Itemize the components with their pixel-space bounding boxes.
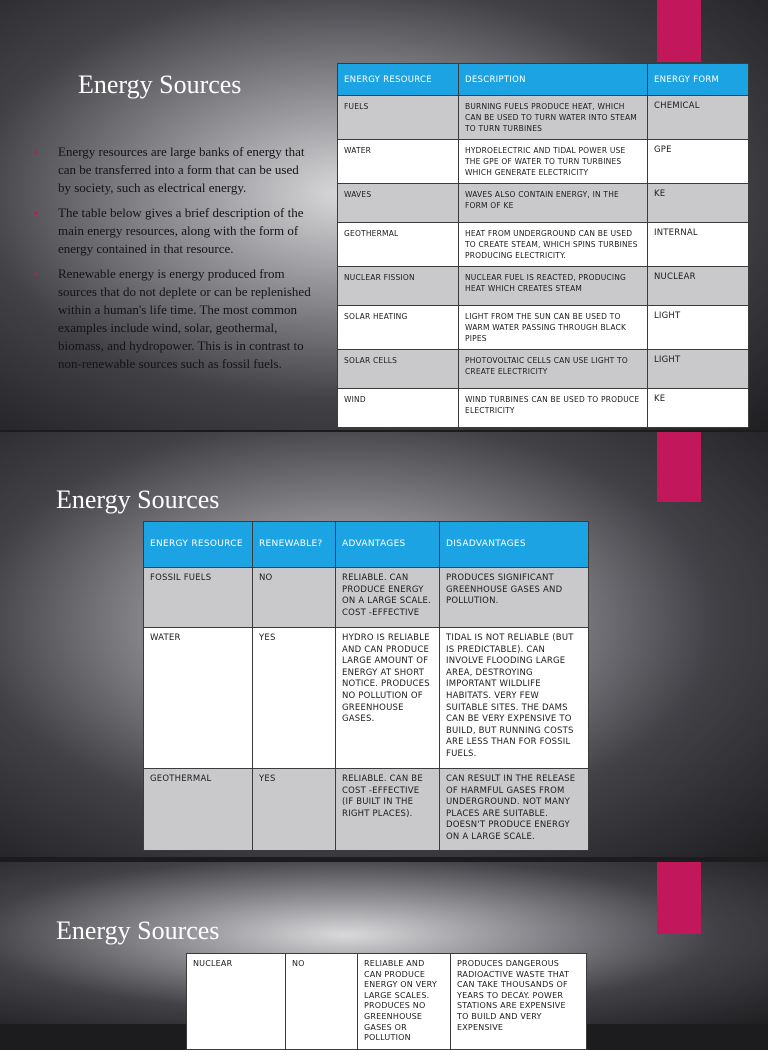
bullet-item: ▪ Renewable energy is energy produced from sources that do not deplete or can be replenished within a human's life time. The most common examples include wind, solar, geothermal, biomass, and hydropower. This is in contrast to non-renewable sources such as fossil fuels. xyxy=(34,266,311,371)
table-row xyxy=(338,223,749,267)
table-cell: KE xyxy=(648,184,749,223)
table-cell: WAVES ALSO CONTAIN ENERGY, IN THE FORM OF KE xyxy=(459,184,648,223)
table-cell: WATER xyxy=(144,628,253,769)
table-header-row xyxy=(144,522,589,568)
nuclear-table xyxy=(186,953,587,1050)
table-cell: NUCLEAR FISSION xyxy=(338,267,459,306)
column-header: ADVANTAGES xyxy=(336,522,440,568)
table-cell: BURNING FUELS PRODUCE HEAT, WHICH CAN BE USED TO TURN WATER INTO STEAM TO TURN TURBINES xyxy=(459,96,648,140)
table-row xyxy=(338,267,749,306)
bullet-marker-icon: ▪ xyxy=(34,267,39,281)
slide-3 xyxy=(0,862,768,1043)
table-cell: TIDAL IS NOT RELIABLE (BUT IS PREDICTABLE). CAN INVOLVE FLOODING LARGE AREA, DESTROYING IMPORTANT WILDLIFE HABITATS. VERY FEW SUITABLE SITES. THE DAMS CAN BE VERY EXPENSIVE TO BUILD, BUT RUNNING COSTS ARE LESS THAN FOR FOSSIL FUELS. xyxy=(440,628,589,769)
table-cell: YES xyxy=(253,628,336,769)
accent-bar xyxy=(657,432,701,502)
column-header: RENEWABLE? xyxy=(253,522,336,568)
table-cell: PRODUCES DANGEROUS RADIOACTIVE WASTE THAT CAN TAKE THOUSANDS OF YEARS TO DECAY. POWER STATIONS ARE EXPENSIVE TO BUILD AND VERY EXPENSIVE xyxy=(451,954,587,1050)
table-row xyxy=(187,954,587,1050)
table-cell: WAVES xyxy=(338,184,459,223)
table-cell: FUELS xyxy=(338,96,459,140)
slide-1 xyxy=(0,0,768,430)
table-row xyxy=(144,568,589,628)
slide-title: Energy Sources xyxy=(56,485,220,514)
table-cell: NUCLEAR xyxy=(187,954,286,1050)
table-cell: INTERNAL xyxy=(648,223,749,267)
table-cell: SOLAR CELLS xyxy=(338,350,459,389)
slide-title: Energy Sources xyxy=(56,916,220,945)
energy-forms-table xyxy=(337,63,749,428)
table-row xyxy=(338,306,749,350)
table-cell: HYDRO IS RELIABLE AND CAN PRODUCE LARGE AMOUNT OF ENERGY AT SHORT NOTICE. PRODUCES NO POLLUTION OF GREENHOUSE GASES. xyxy=(336,628,440,769)
table-cell: WIND TURBINES CAN BE USED TO PRODUCE ELECTRICITY xyxy=(459,389,648,428)
table-cell: NO xyxy=(286,954,358,1050)
column-header: ENERGY FORM xyxy=(648,64,749,96)
table-row xyxy=(338,350,749,389)
table-cell: WIND xyxy=(338,389,459,428)
bullet-item: ▪ Energy resources are large banks of energy that can be transferred into a form that can be used by society, such as electrical energy. xyxy=(34,144,305,195)
table-row xyxy=(338,140,749,184)
column-header: DISADVANTAGES xyxy=(440,522,589,568)
table-cell: GEOTHERMAL xyxy=(144,769,253,851)
table-cell: LIGHT xyxy=(648,350,749,389)
table-row xyxy=(338,184,749,223)
bullet-marker-icon: ▪ xyxy=(34,145,39,159)
renewable-comparison-table xyxy=(143,521,589,851)
table-cell: LIGHT FROM THE SUN CAN BE USED TO WARM WATER PASSING THROUGH BLACK PIPES xyxy=(459,306,648,350)
slide-title: Energy Sources xyxy=(78,70,242,99)
accent-bar xyxy=(657,862,701,934)
table-cell: RELIABLE. CAN BE COST -EFFECTIVE (IF BUILT IN THE RIGHT PLACES). xyxy=(336,769,440,851)
table-cell: HEAT FROM UNDERGROUND CAN BE USED TO CREATE STEAM, WHICH SPINS TURBINES PRODUCING ELECTRICITY. xyxy=(459,223,648,267)
table-header-row xyxy=(338,64,749,96)
table-cell: NUCLEAR FUEL IS REACTED, PRODUCING HEAT WHICH CREATES STEAM xyxy=(459,267,648,306)
table-cell: FOSSIL FUELS xyxy=(144,568,253,628)
table-row xyxy=(144,769,589,851)
bullet-item: ▪ The table below gives a brief description of the main energy resources, along with the form of energy contained in that resource. xyxy=(34,205,304,256)
table-cell: KE xyxy=(648,389,749,428)
table-cell: PRODUCES SIGNIFICANT GREENHOUSE GASES AND POLLUTION. xyxy=(440,568,589,628)
table-cell: PHOTOVOLTAIC CELLS CAN USE LIGHT TO CREATE ELECTRICITY xyxy=(459,350,648,389)
column-header: DESCRIPTION xyxy=(459,64,648,96)
table-cell: GEOTHERMAL xyxy=(338,223,459,267)
bullet-list xyxy=(34,143,312,380)
bullet-marker-icon: ▪ xyxy=(34,206,39,220)
table-cell: RELIABLE AND CAN PRODUCE ENERGY ON VERY LARGE SCALES. PRODUCES NO GREENHOUSE GASES OR POLLUTION xyxy=(358,954,451,1050)
table-cell: GPE xyxy=(648,140,749,184)
table-cell: WATER xyxy=(338,140,459,184)
accent-bar xyxy=(657,0,701,62)
column-header: ENERGY RESOURCE xyxy=(338,64,459,96)
table-cell: NUCLEAR xyxy=(648,267,749,306)
table-cell: RELIABLE. CAN PRODUCE ENERGY ON A LARGE SCALE. COST -EFFECTIVE xyxy=(336,568,440,628)
table-row xyxy=(144,628,589,769)
table-row xyxy=(338,96,749,140)
table-cell: CHEMICAL xyxy=(648,96,749,140)
table-cell: HYDROELECTRIC AND TIDAL POWER USE THE GPE OF WATER TO TURN TURBINES WHICH GENERATE ELECTRICITY xyxy=(459,140,648,184)
table-cell: SOLAR HEATING xyxy=(338,306,459,350)
table-cell: LIGHT xyxy=(648,306,749,350)
table-cell: NO xyxy=(253,568,336,628)
table-cell: YES xyxy=(253,769,336,851)
table-row xyxy=(338,389,749,428)
table-cell: CAN RESULT IN THE RELEASE OF HARMFUL GASES FROM UNDERGROUND. NOT MANY PLACES ARE SUITABLE. DOESN'T PRODUCE ENERGY ON A LARGE SCALE. xyxy=(440,769,589,851)
column-header: ENERGY RESOURCE xyxy=(144,522,253,568)
